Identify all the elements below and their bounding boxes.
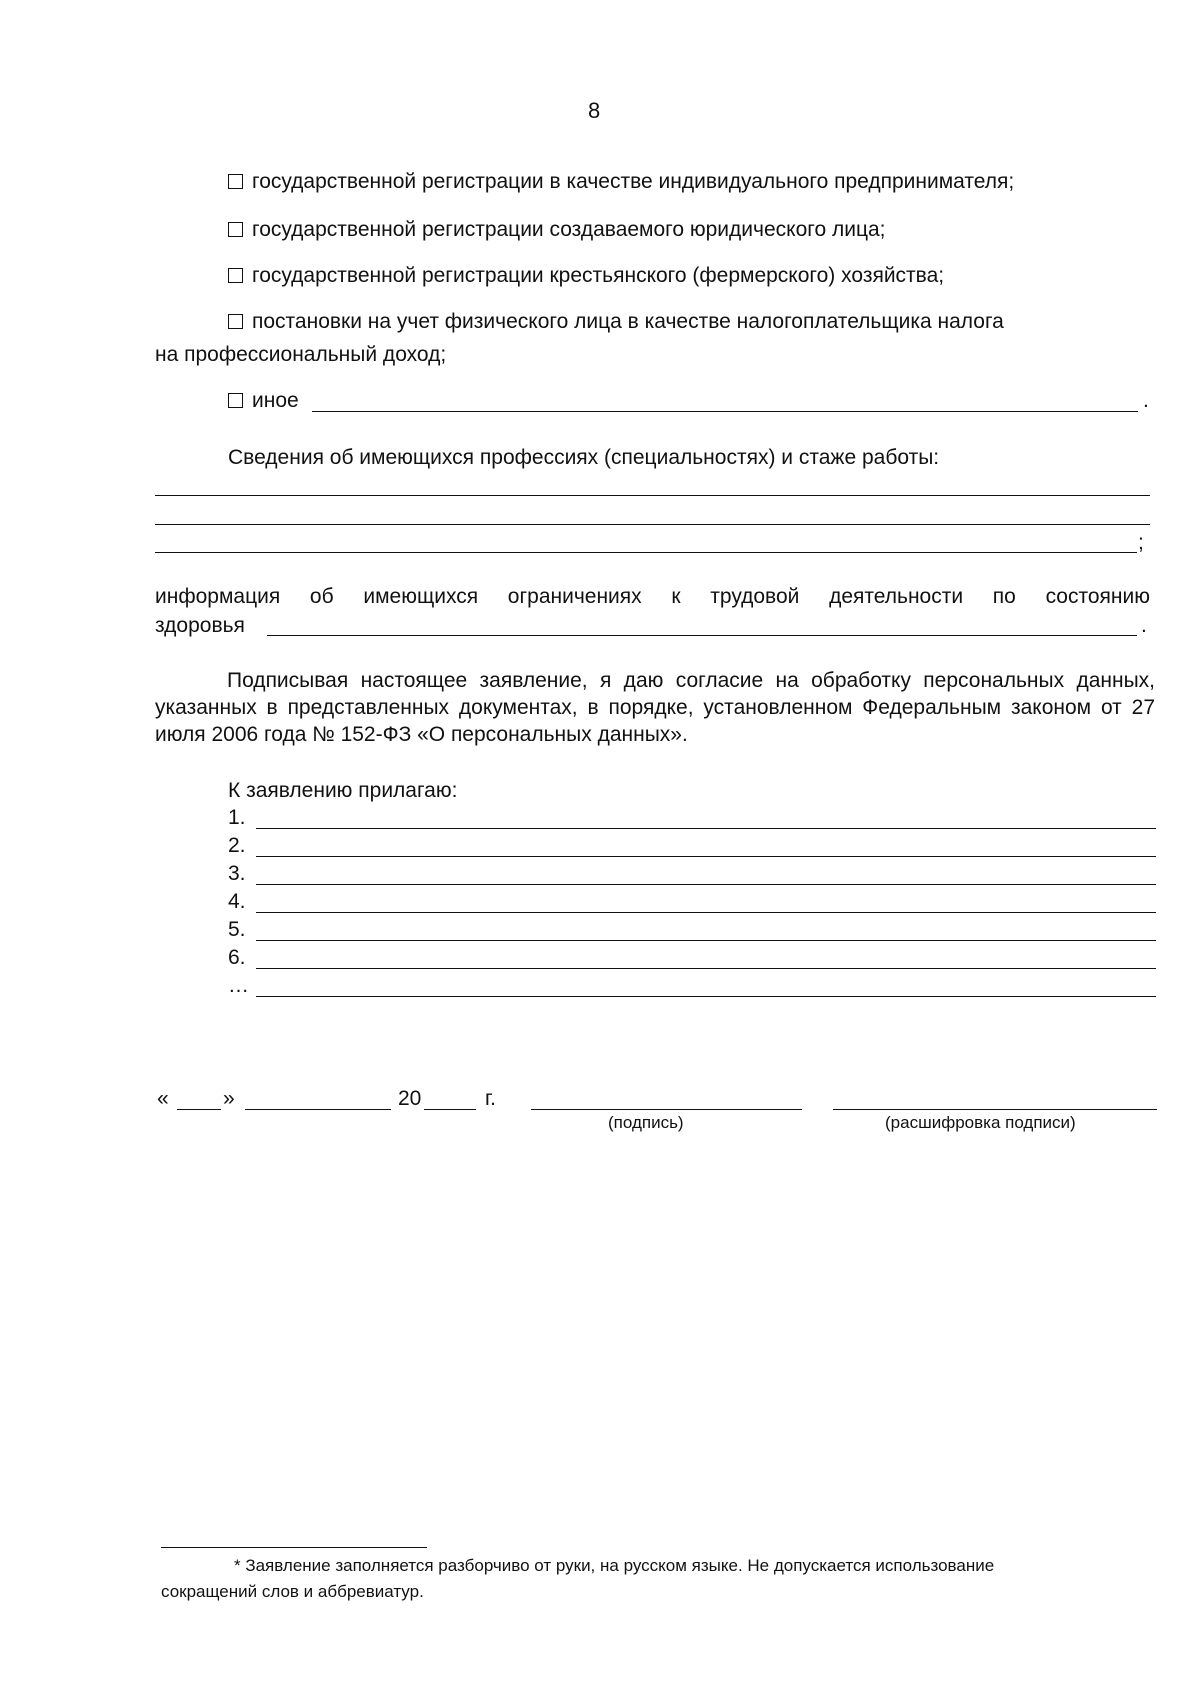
attachment-field-4[interactable] [256, 912, 1156, 913]
attachment-number: 3. [228, 862, 246, 885]
professions-label: Сведения об имеющихся профессиях (специальностях) и стаже работы: [228, 446, 940, 469]
attachment-number: 5. [228, 918, 246, 941]
option-self-employed-tax-label: постановки на учет физического лица в качестве налогоплательщика налога [252, 310, 1004, 333]
checkbox-other[interactable] [228, 393, 243, 408]
option-farm-registration[interactable] [228, 265, 944, 286]
signature-decode-field[interactable] [833, 1109, 1157, 1110]
date-quote-close: » [223, 1087, 235, 1110]
option-legal-entity-registration-label: государственной регистрации создаваемого юридического лица; [252, 218, 886, 241]
option-self-employed-tax[interactable] [228, 311, 1004, 332]
date-month-field[interactable] [245, 1109, 391, 1110]
attachment-field-3[interactable] [256, 884, 1156, 885]
checkbox-legal-entity-registration[interactable] [228, 222, 243, 237]
signature-caption: (подпись) [608, 1113, 684, 1132]
signature-decode-caption: (расшифровка подписи) [885, 1113, 1076, 1132]
date-year-prefix: 20 [398, 1087, 422, 1110]
checkbox-self-employed-tax[interactable] [228, 314, 243, 329]
professions-end-mark: ; [1138, 531, 1144, 554]
attachment-number: 2. [228, 834, 246, 857]
footnote-line-1: * Заявление заполняется разборчиво от руки, на русском языке. Не допускается использование [234, 1556, 995, 1575]
attachments-label: К заявлению прилагаю: [228, 779, 458, 802]
option-farm-registration-label: государственной регистрации крестьянского (фермерского) хозяйства; [252, 264, 945, 287]
health-label: информация об имеющихся ограничениях к трудовой деятельности по состоянию [155, 585, 1150, 608]
footnote-separator [161, 1547, 427, 1548]
checkbox-farm-registration[interactable] [228, 268, 243, 283]
health-end-mark: . [1141, 614, 1147, 637]
option-legal-entity-registration[interactable] [228, 219, 886, 240]
attachment-field-more[interactable] [256, 996, 1156, 997]
option-other[interactable] [228, 390, 299, 411]
attachment-number: … [228, 974, 249, 997]
date-day-field[interactable] [177, 1109, 221, 1110]
attachment-field-6[interactable] [256, 968, 1156, 969]
consent-text: Подписывая настоящее заявление, я даю согласие на обработку персональных данных, указанных в представленных документах, в порядке, установленном Федеральным законом от 27 июля 2006 года № 152-ФЗ «О персональных данных». [155, 669, 1155, 746]
date-year-field[interactable] [424, 1109, 476, 1110]
page-number: 8 [588, 98, 601, 123]
date-year-suffix: г. [485, 1087, 496, 1110]
footnote-line-2: сокращений слов и аббревиатур. [161, 1582, 424, 1601]
checkbox-ip-registration[interactable] [228, 174, 243, 189]
professions-field-line-2[interactable] [155, 524, 1150, 525]
option-self-employed-tax-label-cont: на профессиональный доход; [155, 343, 447, 366]
attachment-field-1[interactable] [256, 828, 1156, 829]
professions-field-line-1[interactable] [155, 495, 1150, 496]
option-other-field[interactable] [312, 411, 1138, 412]
option-ip-registration-label: государственной регистрации в качестве индивидуального предпринимателя; [252, 170, 1015, 193]
attachment-number: 4. [228, 890, 246, 913]
health-label-cont: здоровья [155, 614, 245, 637]
attachment-field-2[interactable] [256, 856, 1156, 857]
date-quote-open: « [157, 1087, 169, 1110]
attachment-number: 6. [228, 946, 246, 969]
attachment-field-5[interactable] [256, 940, 1156, 941]
professions-field-line-3[interactable] [155, 552, 1137, 553]
option-ip-registration[interactable] [228, 171, 1014, 192]
attachment-number: 1. [228, 806, 246, 829]
option-other-end-mark: . [1143, 389, 1149, 412]
signature-field[interactable] [531, 1109, 802, 1110]
option-other-label: иное [252, 389, 299, 412]
health-field[interactable] [267, 635, 1137, 636]
